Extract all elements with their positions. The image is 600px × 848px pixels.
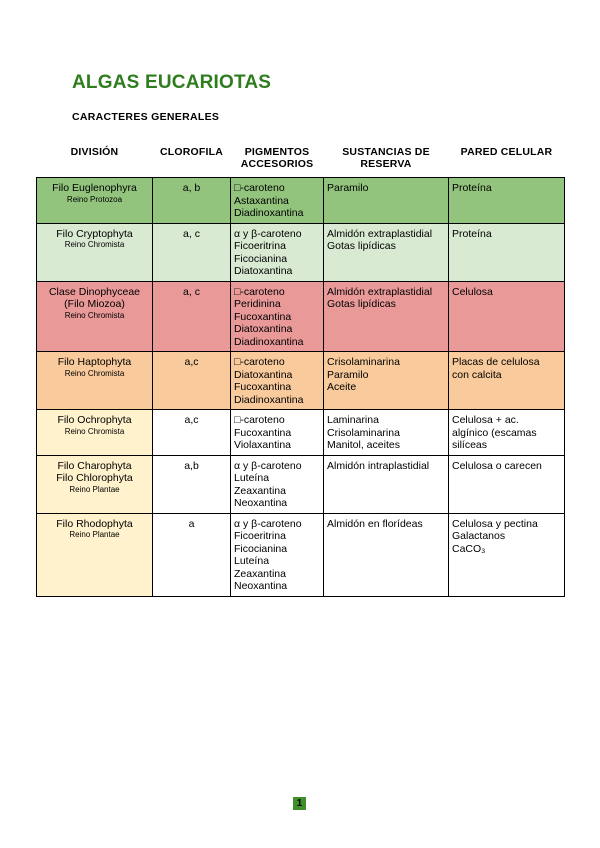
reserves-line: Almidón extraplastidial xyxy=(327,285,433,298)
pigments-line: Astaxantina xyxy=(234,194,289,207)
wall-line: Celulosa xyxy=(452,285,493,298)
division-line: Filo Cryptophyta xyxy=(56,227,133,240)
wall-line: Celulosa o carecen xyxy=(452,459,542,472)
reserves-line: Gotas lipídicas xyxy=(327,298,396,310)
wall-line: silíceas xyxy=(452,439,488,451)
pigments-line: Diatoxantina xyxy=(234,368,293,381)
reserves-line: Crisolaminarina xyxy=(327,356,400,368)
cell-wall-cell xyxy=(449,178,565,224)
table-header xyxy=(37,146,565,178)
cell-wall-cell xyxy=(449,352,565,410)
pigments-cell xyxy=(231,513,324,596)
division-line: Filo Chlorophyta xyxy=(56,472,133,484)
wall-line: algínico (escamas xyxy=(452,426,537,439)
cell-wall-cell xyxy=(449,223,565,281)
kingdom-label: Reino Chromista xyxy=(64,426,125,436)
cell-wall-cell xyxy=(449,513,565,596)
division-line: Filo Ochrophyta xyxy=(57,414,132,426)
division-cell xyxy=(37,455,153,513)
pigments-line: Neoxantina xyxy=(234,580,288,592)
pigments-line: Fucoxantina xyxy=(234,426,292,439)
division-line: Filo Haptophyta xyxy=(57,356,132,368)
page-title: ALGAS EUCARIOTAS xyxy=(72,72,272,93)
pigments-line: Ficoeritrina xyxy=(234,240,286,252)
division-cell xyxy=(37,352,153,410)
reserves-line: Gotas lipídicas xyxy=(327,240,396,252)
pigments-line: Diadinoxantina xyxy=(234,207,304,219)
reserves-cell xyxy=(324,178,449,224)
kingdom-label: Reino Plantae xyxy=(69,484,120,494)
kingdom-label: Reino Plantae xyxy=(69,530,120,539)
pigments-cell xyxy=(231,352,324,410)
table-row xyxy=(37,352,565,410)
reserves-line: Almidón extraplastidial xyxy=(327,227,433,240)
pigments-line: Violaxantina xyxy=(234,439,292,451)
division-line: Filo Charophyta xyxy=(57,459,132,472)
table-row xyxy=(37,178,565,224)
pigments-line: Diatoxantina xyxy=(234,265,293,277)
pigments-line: Diadinoxantina xyxy=(234,393,304,406)
pigments-line: Zeaxantina xyxy=(234,484,286,497)
header-row xyxy=(37,146,565,178)
reserves-cell xyxy=(324,513,449,596)
reserves-line: Paramilo xyxy=(327,368,369,381)
header-cell-wall: PARED CELULAR xyxy=(460,146,553,158)
wall-line: Celulosa + ac. xyxy=(452,414,519,426)
reserves-line: Aceite xyxy=(327,381,357,393)
reserves-line: Crisolaminarina xyxy=(327,426,400,439)
division-line: Clase Dinophyceae xyxy=(48,285,141,298)
table-row xyxy=(37,513,565,596)
page-number: 1 xyxy=(293,797,306,810)
wall-line: Proteína xyxy=(452,227,492,240)
chlorophyll-cell: a,c xyxy=(153,410,231,456)
table-row xyxy=(37,281,565,352)
reserves-cell xyxy=(324,455,449,513)
division-cell xyxy=(37,410,153,456)
kingdom-label: Reino Chromista xyxy=(64,368,125,378)
pigments-line: Peridinina xyxy=(234,298,281,310)
pigments-cell xyxy=(231,410,324,456)
kingdom-label: Reino Protozoa xyxy=(66,194,123,204)
pigments-line: Diatoxantina xyxy=(234,323,293,335)
reserves-cell xyxy=(324,410,449,456)
pigments-cell xyxy=(231,281,324,352)
chlorophyll-cell: a xyxy=(153,513,231,596)
pigments-line: Diadinoxantina xyxy=(234,335,304,348)
wall-line: con calcita xyxy=(452,368,502,381)
division-cell xyxy=(37,281,153,352)
pigments-line: Ficocianina xyxy=(234,252,288,265)
division-line: (Filo Miozoa) xyxy=(64,298,125,310)
chlorophyll-cell: a, b xyxy=(153,178,231,224)
wall-line: Placas de celulosa xyxy=(452,356,540,368)
chlorophyll-cell: a,c xyxy=(153,352,231,410)
cell-wall-cell xyxy=(449,281,565,352)
pigments-line: Neoxantina xyxy=(234,497,288,509)
chlorophyll-cell: a, c xyxy=(153,281,231,352)
pigments-line: α y β-caroteno xyxy=(234,227,302,240)
reserves-line: Manitol, aceites xyxy=(327,439,400,451)
cell-wall-cell xyxy=(449,410,565,456)
pigments-line: α y β-caroteno xyxy=(234,459,302,472)
division-cell xyxy=(37,513,153,596)
division-line: Filo Euglenophyra xyxy=(52,182,137,194)
wall-line: Proteína xyxy=(452,182,492,194)
table-body xyxy=(37,178,565,597)
reserves-line: Laminarina xyxy=(327,414,379,426)
pigments-cell xyxy=(231,455,324,513)
header-division: DIVISIÓN xyxy=(70,146,119,158)
table-row xyxy=(37,455,565,513)
pigments-line: Ficocianina xyxy=(234,542,288,555)
table-row xyxy=(37,410,565,456)
wall-line: CaCO₃ xyxy=(452,542,486,555)
chlorophyll-cell: a, c xyxy=(153,223,231,281)
pigments-line: □-caroteno xyxy=(234,356,285,368)
pigments-line: □-caroteno xyxy=(234,182,285,194)
pigments-cell xyxy=(231,178,324,224)
pigments-line: Luteína xyxy=(234,555,270,567)
pigments-line: Ficoeritrina xyxy=(234,530,286,542)
header-pigments: PIGMENTOS ACCESORIOS xyxy=(240,146,314,170)
reserves-cell xyxy=(324,352,449,410)
wall-line: Galactanos xyxy=(452,530,506,542)
chlorophyll-cell: a,b xyxy=(153,455,231,513)
table-row xyxy=(37,223,565,281)
division-cell xyxy=(37,178,153,224)
header-reserves: SUSTANCIAS DE RESERVA xyxy=(342,146,430,170)
wall-line: Celulosa y pectina xyxy=(452,517,538,530)
division-line: Filo Rhodophyta xyxy=(56,517,133,530)
algae-characteristics-table xyxy=(36,146,565,597)
pigments-line: Zeaxantina xyxy=(234,567,286,580)
pigments-cell xyxy=(231,223,324,281)
reserves-line: Paramilo xyxy=(327,182,369,194)
pigments-line: □-caroteno xyxy=(234,285,285,298)
division-cell xyxy=(37,223,153,281)
reserves-line: Almidón en florídeas xyxy=(327,517,423,530)
section-subtitle: CARACTERES GENERALES xyxy=(72,111,220,123)
pigments-line: Luteína xyxy=(234,472,270,484)
pigments-line: Fucoxantina xyxy=(234,310,292,323)
kingdom-label: Reino Chromista xyxy=(64,310,125,320)
reserves-line: Almidón intraplastidial xyxy=(327,459,430,472)
pigments-line: α y β-caroteno xyxy=(234,517,302,530)
pigments-line: □-caroteno xyxy=(234,414,285,426)
kingdom-label: Reino Chromista xyxy=(64,240,125,249)
reserves-cell xyxy=(324,281,449,352)
algae-table-container xyxy=(36,146,565,597)
pigments-line: Fucoxantina xyxy=(234,381,292,393)
header-chlorophyll: CLOROFILA xyxy=(159,146,224,158)
cell-wall-cell xyxy=(449,455,565,513)
reserves-cell xyxy=(324,223,449,281)
